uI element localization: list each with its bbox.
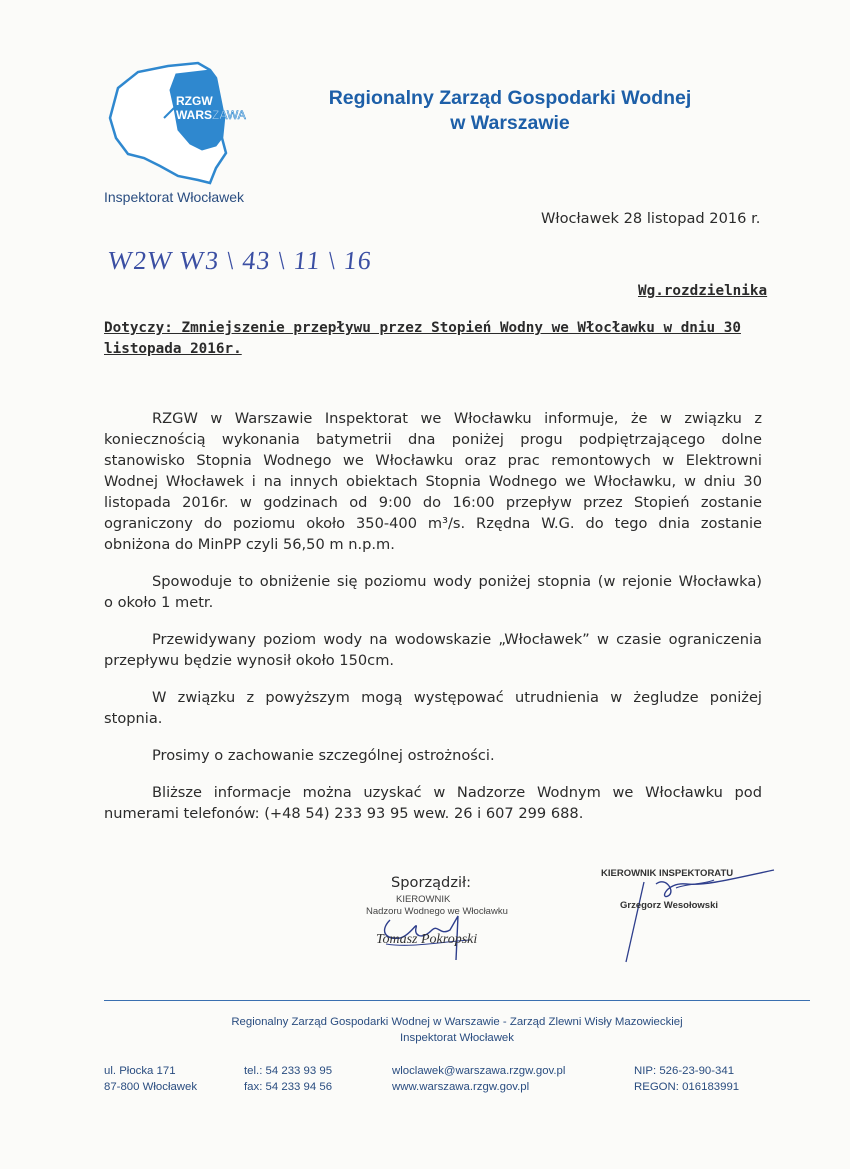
p3-line: Przewidywany poziom wody na wodowskazie „Włocławek” w czasie ograniczenia [152, 631, 762, 648]
p1-line: koniecznością wykonania batymetrii dna poniżej progu podpiętrzającego dolne [104, 431, 762, 448]
inspektorat-label: Inspektorat Włocławek [104, 189, 245, 205]
prepared-label: Sporządził: [391, 874, 472, 891]
p1-line: listopada 2016r. w godzinach od 9:00 do 16:00 przepływ przez Stopień zostanie [104, 494, 762, 511]
subject-line2: listopada 2016r. [104, 341, 242, 357]
footer-org-line1: Regionalny Zarząd Gospodarki Wodnej w Warszawie - Zarząd Zlewni Wisły Mazowieckiej [231, 1016, 683, 1028]
footer-email-link[interactable]: wloclawek@warszawa.rzgw.gov.pl [392, 1065, 566, 1077]
handwritten-reference: W2W W3 \ 43 \ 11 \ 16 [106, 246, 374, 275]
p4-line: W związku z powyższym mogą występować utrudnienia w żegludze poniżej [152, 689, 762, 706]
letter-body [104, 408, 762, 824]
paragraph-4 [104, 687, 762, 729]
footer-address-line1: ul. Płocka 171 [104, 1065, 176, 1077]
p1-line: RZGW w Warszawie Inspektorat we Włocławku informuje, że w związku z [152, 410, 762, 427]
p2-line: Spowoduje to obniżenie się poziomu wody poniżej stopnia (w rejonie Włocławka) [152, 573, 762, 590]
stamp2-title: KIEROWNIK INSPEKTORATU [601, 868, 734, 879]
footer-divider [104, 1000, 810, 1001]
poland-map-icon [98, 58, 268, 193]
footer-nip: NIP: 526-23-90-341 [634, 1065, 735, 1077]
paragraph-3 [104, 629, 762, 671]
footer-org-line2: Inspektorat Włocławek [400, 1032, 514, 1044]
footer-address [104, 1063, 197, 1095]
p6-line: numerami telefonów: (+48 54) 233 93 95 wew. 26 i 607 299 688. [104, 805, 584, 822]
footer-contact [392, 1063, 565, 1095]
logo-text-wars-a: WARS [176, 108, 212, 122]
logo-text-wars-b: ZAWA [212, 108, 246, 122]
place-date: Włocławek 28 listopad 2016 r. [541, 210, 761, 227]
p1-line: stanowisko Stopnia Wodnego we Włocławku oraz prac remontowych w Elektrowni [104, 452, 762, 469]
p1-line: Wodnej Włocławek i na innych obiektach Stopnia Wodnego we Włocławku, w dniu 30 [104, 473, 762, 490]
signature-block-head [596, 862, 796, 972]
org-title-line1: Regionalny Zarząd Gospodarki Wodnej [328, 87, 692, 109]
footer-ids [634, 1063, 739, 1095]
subject-line1: Dotyczy: Zmniejszenie przepływu przez Stopień Wodny we Włocławku w dniu 30 [104, 320, 741, 336]
footer-org [104, 1014, 810, 1046]
p2-line: o około 1 metr. [104, 594, 214, 611]
rzgw-logo [98, 58, 268, 193]
org-title [300, 86, 720, 136]
recipient: Wg.rozdzielnika [638, 283, 768, 299]
paragraph-1 [104, 408, 762, 555]
paragraph-6 [104, 782, 762, 824]
p6-line: Bliższe informacje można uzyskać w Nadzorze Wodnym we Włocławku pod [152, 784, 762, 801]
footer-phones [244, 1063, 332, 1095]
subject [104, 318, 764, 360]
org-title-line2: w Warszawie [450, 112, 570, 134]
stamp2-name: Grzegorz Wesołowski [620, 900, 719, 911]
handwritten-signature-2 [596, 862, 786, 972]
footer-fax: fax: 54 233 94 56 [244, 1081, 333, 1093]
footer-tel: tel.: 54 233 93 95 [244, 1065, 333, 1077]
signature-block-prepared [360, 870, 520, 970]
footer-regon: REGON: 016183991 [634, 1081, 740, 1093]
p1-line: obniżona do MinPP czyli 56,50 m n.p.m. [104, 536, 395, 553]
footer-address-line2: 87-800 Włocławek [104, 1081, 198, 1093]
footer-www-link[interactable]: www.warszawa.rzgw.gov.pl [392, 1081, 530, 1093]
p4-line: stopnia. [104, 710, 163, 727]
stamp1-unit: Nadzoru Wodnego we Włocławku [366, 906, 508, 917]
stamp1-name: Tomasz Pokropski [376, 932, 478, 947]
paragraph-5: Prosimy o zachowanie szczególnej ostrożności. [152, 747, 495, 764]
logo-text-wars [176, 108, 246, 122]
paragraph-2 [104, 571, 762, 613]
p3-line: przepływu będzie wynosił około 150cm. [104, 652, 395, 669]
p1-line: ograniczony do poziomu około 350-400 m³/s. Rzędna W.G. do tego dnia zostanie [104, 515, 762, 532]
logo-text-rzgw: RZGW [176, 94, 213, 108]
stamp1-title: KIEROWNIK [396, 894, 451, 905]
